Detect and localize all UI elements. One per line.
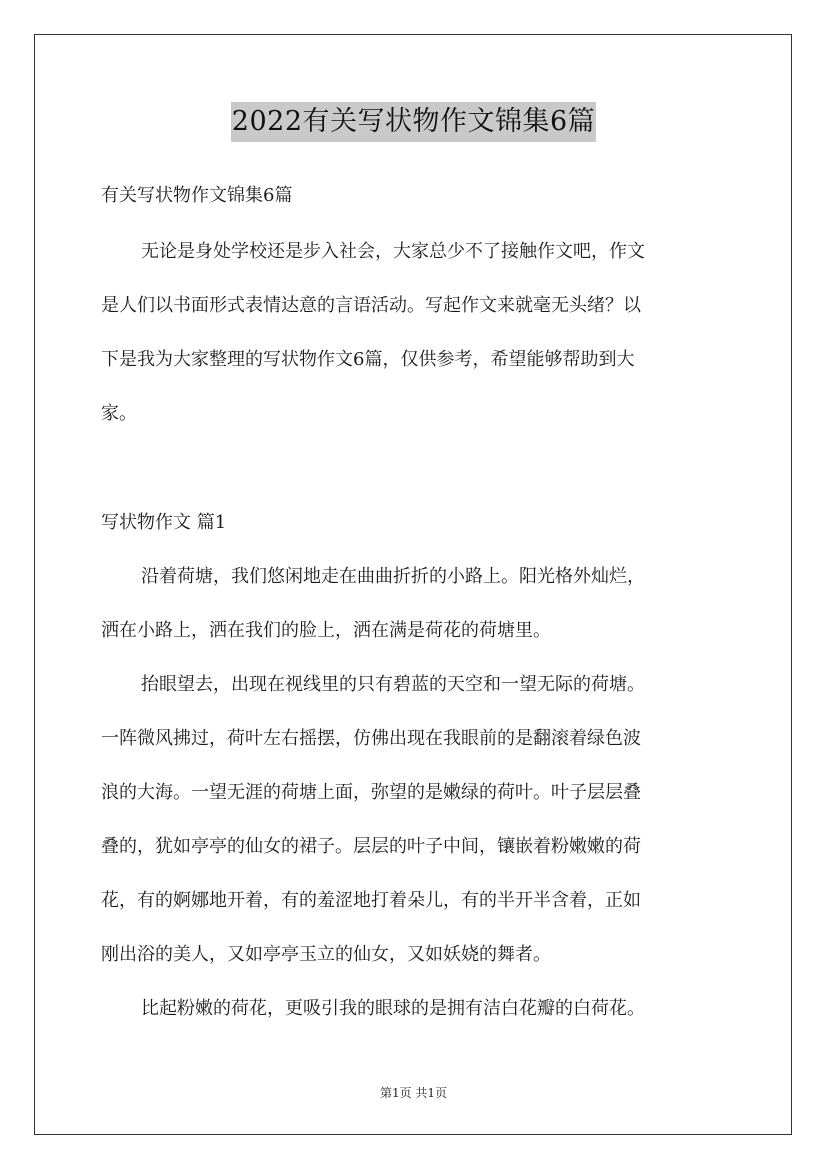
- paragraph-line: 叠的，犹如亭亭的仙女的裙子。层层的叶子中间，镶嵌着粉嫩嫩的荷: [101, 836, 641, 857]
- document-title: 2022有关写状物作文锦集6篇: [231, 102, 596, 142]
- intro-line: 是人们以书面形式表情达意的言语活动。写起作文来就毫无头绪？以: [101, 295, 641, 316]
- paragraph-line: 抬眼望去，出现在视线里的只有碧蓝的天空和一望无际的荷塘。: [141, 674, 645, 695]
- paragraph-line: 比起粉嫩的荷花，更吸引我的眼球的是拥有洁白花瓣的白荷花。: [141, 998, 645, 1019]
- intro-line: 家。: [101, 403, 137, 424]
- subtitle: 有关写状物作文锦集6篇: [101, 185, 293, 206]
- section-heading: 写状物作文 篇1: [101, 512, 227, 533]
- paragraph-line: 刚出浴的美人，又如亭亭玉立的仙女，又如妖娆的舞者。: [101, 944, 551, 965]
- page-footer: 第1页 共1页: [379, 1086, 448, 1100]
- paragraph-line: 浪的大海。一望无涯的荷塘上面，弥望的是嫩绿的荷叶。叶子层层叠: [101, 782, 641, 803]
- paragraph-line: 一阵微风拂过，荷叶左右摇摆，仿佛出现在我眼前的是翻滚着绿色波: [101, 728, 641, 749]
- paragraph-line: 洒在小路上，洒在我们的脸上，洒在满是荷花的荷塘里。: [101, 620, 551, 641]
- intro-line: 下是我为大家整理的写状物作文6篇，仅供参考，希望能够帮助到大: [101, 349, 635, 370]
- intro-line: 无论是身处学校还是步入社会，大家总少不了接触作文吧，作文: [141, 241, 645, 262]
- title-container: [0, 102, 827, 142]
- paragraph-line: 花，有的婀娜地开着，有的羞涩地打着朵儿，有的半开半含着，正如: [101, 890, 641, 911]
- paragraph-line: 沿着荷塘，我们悠闲地走在曲曲折折的小路上。阳光格外灿烂，: [141, 566, 645, 587]
